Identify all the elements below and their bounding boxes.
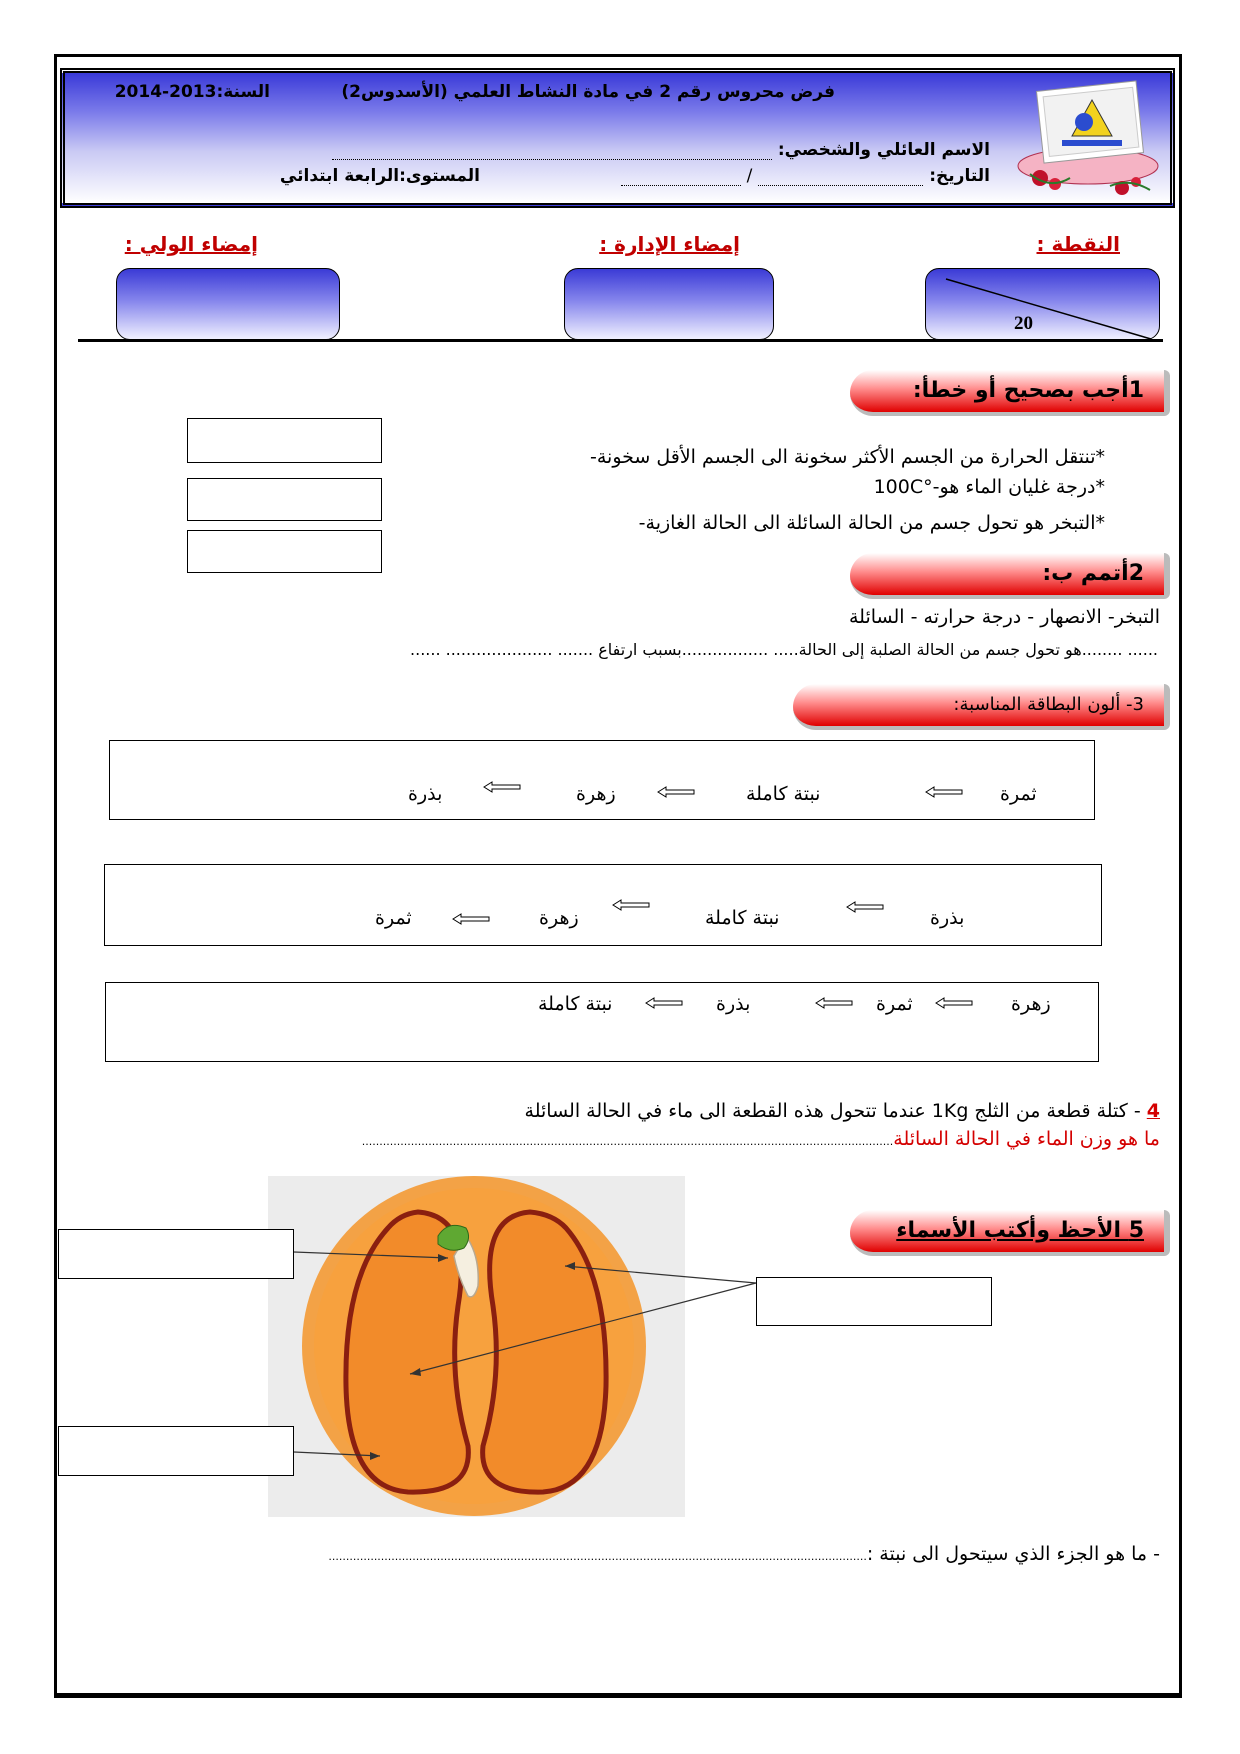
q3-banner — [793, 684, 1170, 730]
sequence-card-3[interactable] — [105, 982, 1099, 1062]
school-year: السنة:2013-2014 — [114, 82, 270, 102]
q1-item-2: *درجة غليان الماء هو-°100C — [873, 476, 1105, 498]
student-name-field[interactable] — [335, 140, 990, 160]
left-arrow-icon — [611, 899, 651, 911]
q1-title: 1أجب بصحيح أو خطأ: — [912, 378, 1144, 403]
grade-label: النقطة : — [1036, 232, 1120, 256]
card2-word-1: بذرة — [930, 907, 965, 929]
date-label: التاريخ: — [929, 166, 990, 186]
card1-word-4: بذرة — [408, 783, 443, 805]
q2-sentence[interactable]: ...... ........هو تحول جسم من الحالة الصلبة إلى الحالة..... .................بسبب ارتفاع ....... ..................... ...... — [410, 640, 1158, 659]
q1-item-3: *التبخر هو تحول جسم من الحالة السائلة الى الحالة الغازية- — [638, 512, 1105, 534]
sequence-card-1[interactable] — [109, 740, 1095, 820]
q2-banner — [850, 553, 1170, 599]
left-arrow-icon — [656, 786, 696, 798]
admin-signature-box[interactable] — [564, 268, 774, 340]
left-arrow-icon — [934, 997, 974, 1009]
seed-label-box-right[interactable] — [756, 1277, 992, 1326]
card2-word-4: ثمرة — [375, 907, 412, 929]
seed-label-box-bottom-left[interactable] — [58, 1426, 294, 1476]
left-arrow-icon — [451, 913, 491, 925]
q4-answer-dots: ........................................................................................................................................................ — [361, 1135, 894, 1148]
card3-word-3: بذرة — [716, 993, 751, 1015]
q4-number: 4 — [1146, 1100, 1160, 1122]
card2-word-3: زهرة — [539, 907, 579, 929]
q1-item-1: *تنتقل الحرارة من الجسم الأكثر سخونة الى الجسم الأقل سخونة- — [589, 446, 1105, 468]
date-field[interactable] — [525, 166, 990, 186]
school-logo-icon — [1010, 78, 1160, 198]
student-name-label: الاسم العائلي والشخصي: — [777, 140, 990, 160]
seed-label-box-top-left[interactable] — [58, 1229, 294, 1279]
sequence-card-2[interactable] — [104, 864, 1102, 946]
q5-answer-dots: .......................................................................................................................................................... — [328, 1550, 867, 1563]
left-arrow-icon — [924, 786, 964, 798]
q2-word-bank: التبخر- الانصهار - درجة حرارته - السائلة — [849, 606, 1160, 628]
left-arrow-icon — [482, 781, 522, 793]
left-arrow-icon — [644, 997, 684, 1009]
date-separator: / — [746, 166, 753, 186]
q4-statement — [525, 1100, 1160, 1122]
exam-title: فرض محروس رقم 2 في مادة النشاط العلمي (الأسدوس2) — [341, 82, 835, 102]
q1-banner — [850, 370, 1170, 416]
q5-question-line[interactable] — [328, 1543, 1160, 1565]
admin-signature-label: إمضاء الإدارة : — [599, 232, 740, 256]
q4-text: - كتلة قطعة من الثلج 1Kg عندما تتحول هذه القطعة الى ماء في الحالة السائلة — [524, 1100, 1147, 1122]
card1-word-2: نبتة كاملة — [746, 783, 821, 805]
q5-banner — [850, 1210, 1170, 1256]
q5-title: 5 الأحظ وأكتب الأسماء — [896, 1218, 1144, 1243]
seed-diagram — [268, 1176, 685, 1517]
parent-signature-box[interactable] — [116, 268, 340, 340]
q4-question: ما هو وزن الماء في الحالة السائلة — [893, 1128, 1160, 1150]
q1-answer-box-3[interactable] — [187, 530, 382, 573]
q1-answer-box-2[interactable] — [187, 478, 382, 521]
card1-word-1: ثمرة — [1000, 783, 1037, 805]
q1-answer-box-1[interactable] — [187, 418, 382, 463]
grade-box[interactable] — [925, 268, 1160, 340]
card3-word-4: نبتة كاملة — [538, 993, 613, 1015]
q2-title: 2أتمم ب: — [1042, 561, 1144, 586]
parent-signature-label: إمضاء الولي : — [124, 232, 258, 256]
q3-title: 3- ألون البطاقة المناسبة: — [953, 694, 1144, 715]
q5-question: - ما هو الجزء الذي سيتحول الى نبتة : — [866, 1543, 1160, 1565]
card2-word-2: نبتة كاملة — [705, 907, 780, 929]
date-dots — [758, 171, 923, 186]
level-label: المستوى:الرابعة ابتدائي — [279, 166, 480, 186]
name-dots — [332, 145, 772, 160]
score-divider — [78, 339, 1163, 342]
date-dots-2 — [621, 171, 741, 186]
grade-out-of: 20 — [1014, 313, 1033, 334]
left-arrow-icon — [845, 901, 885, 913]
card3-word-2: ثمرة — [876, 993, 913, 1015]
left-arrow-icon — [814, 997, 854, 1009]
card3-word-1: زهرة — [1011, 993, 1051, 1015]
q4-question-line[interactable] — [362, 1128, 1160, 1150]
grade-slash — [926, 269, 1161, 341]
card1-word-3: زهرة — [576, 783, 616, 805]
